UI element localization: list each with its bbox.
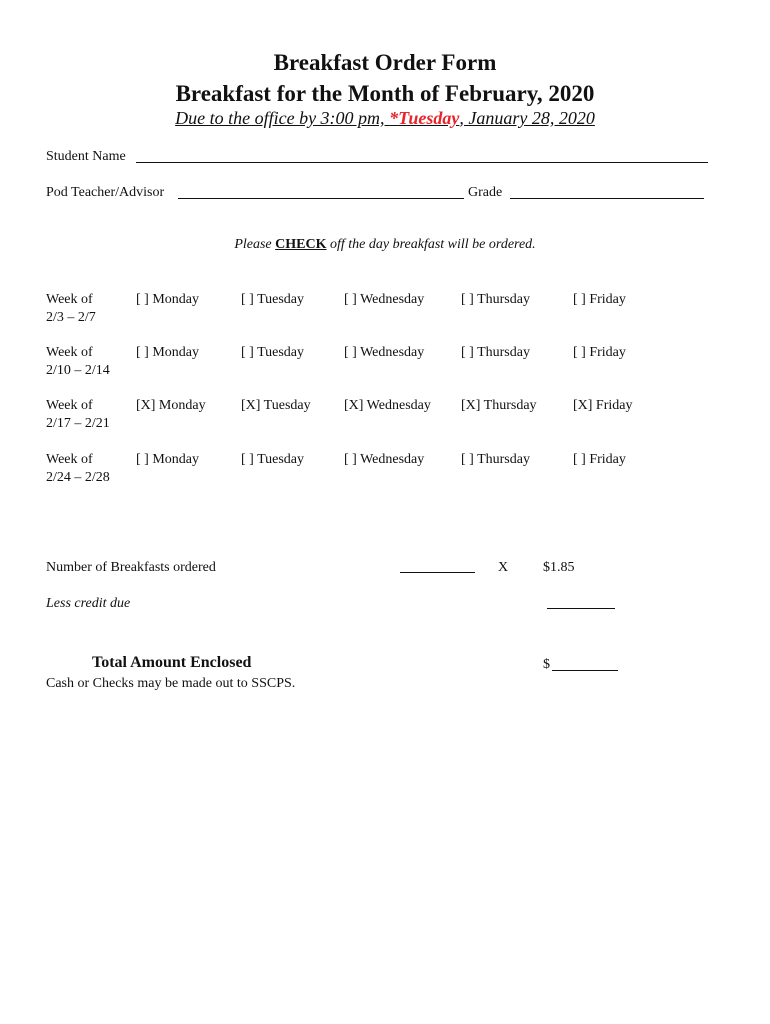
grade-label: Grade (468, 185, 503, 200)
breakfast-count-field[interactable] (400, 572, 475, 573)
day-checkbox-monday[interactable]: [ ] Monday (136, 292, 199, 307)
teacher-label: Pod Teacher/Advisor (46, 185, 165, 200)
week-heading: Week of (46, 345, 93, 360)
due-date-line (0, 108, 770, 129)
due-day-highlight: *Tuesday (389, 108, 460, 128)
week-range: 2/10 – 2/14 (46, 363, 110, 378)
day-checkbox-wednesday[interactable]: [ ] Wednesday (344, 345, 425, 360)
day-checkbox-thursday[interactable]: [ ] Thursday (461, 345, 530, 360)
breakfast-count-label: Number of Breakfasts ordered (46, 560, 216, 575)
day-checkbox-tuesday[interactable]: [X] Tuesday (241, 398, 311, 413)
day-checkbox-tuesday[interactable]: [ ] Tuesday (241, 292, 305, 307)
due-suffix: , January 28, 2020 (459, 108, 595, 128)
day-checkbox-tuesday[interactable]: [ ] Tuesday (241, 345, 305, 360)
week-range: 2/3 – 2/7 (46, 310, 96, 325)
day-checkbox-monday[interactable]: [ ] Monday (136, 345, 199, 360)
day-checkbox-friday[interactable]: [ ] Friday (573, 452, 626, 467)
week-label (46, 344, 110, 380)
week-heading: Week of (46, 398, 93, 413)
week-range: 2/17 – 2/21 (46, 416, 110, 431)
due-prefix: Due to the office by 3:00 pm, (175, 108, 390, 128)
total-label: Total Amount Enclosed (92, 654, 252, 671)
week-range: 2/24 – 2/28 (46, 470, 110, 485)
credit-label: Less credit due (46, 596, 131, 611)
week-heading: Week of (46, 452, 93, 467)
total-dollar-sign: $ (543, 657, 550, 672)
total-field[interactable] (552, 670, 618, 671)
grade-field[interactable] (510, 198, 704, 199)
week-heading: Week of (46, 292, 93, 307)
form-subtitle: Breakfast for the Month of February, 2020 (175, 81, 595, 106)
day-checkbox-friday[interactable]: [ ] Friday (573, 292, 626, 307)
payment-note: Cash or Checks may be made out to SSCPS. (46, 676, 296, 691)
day-checkbox-thursday[interactable]: [X] Thursday (461, 398, 537, 413)
day-checkbox-monday[interactable]: [ ] Monday (136, 452, 199, 467)
credit-field[interactable] (547, 608, 615, 609)
student-name-label: Student Name (46, 149, 126, 164)
week-label (46, 451, 110, 487)
instruction-prefix: Please (234, 237, 276, 252)
day-checkbox-monday[interactable]: [X] Monday (136, 398, 206, 413)
instruction-emphasis: CHECK (275, 237, 327, 252)
day-checkbox-friday[interactable]: [ ] Friday (573, 345, 626, 360)
check-instruction (0, 237, 770, 253)
day-checkbox-wednesday[interactable]: [X] Wednesday (344, 398, 431, 413)
price-per-breakfast: $1.85 (543, 560, 575, 575)
form-title: Breakfast Order Form (273, 50, 497, 75)
day-checkbox-friday[interactable]: [X] Friday (573, 398, 633, 413)
day-checkbox-wednesday[interactable]: [ ] Wednesday (344, 452, 425, 467)
week-label (46, 397, 110, 433)
day-checkbox-thursday[interactable]: [ ] Thursday (461, 452, 530, 467)
instruction-suffix: off the day breakfast will be ordered. (326, 237, 536, 252)
day-checkbox-thursday[interactable]: [ ] Thursday (461, 292, 530, 307)
multiply-sign: X (498, 560, 509, 575)
student-name-field[interactable] (136, 162, 708, 163)
day-checkbox-tuesday[interactable]: [ ] Tuesday (241, 452, 305, 467)
week-label (46, 291, 96, 327)
day-checkbox-wednesday[interactable]: [ ] Wednesday (344, 292, 425, 307)
teacher-field[interactable] (178, 198, 464, 199)
